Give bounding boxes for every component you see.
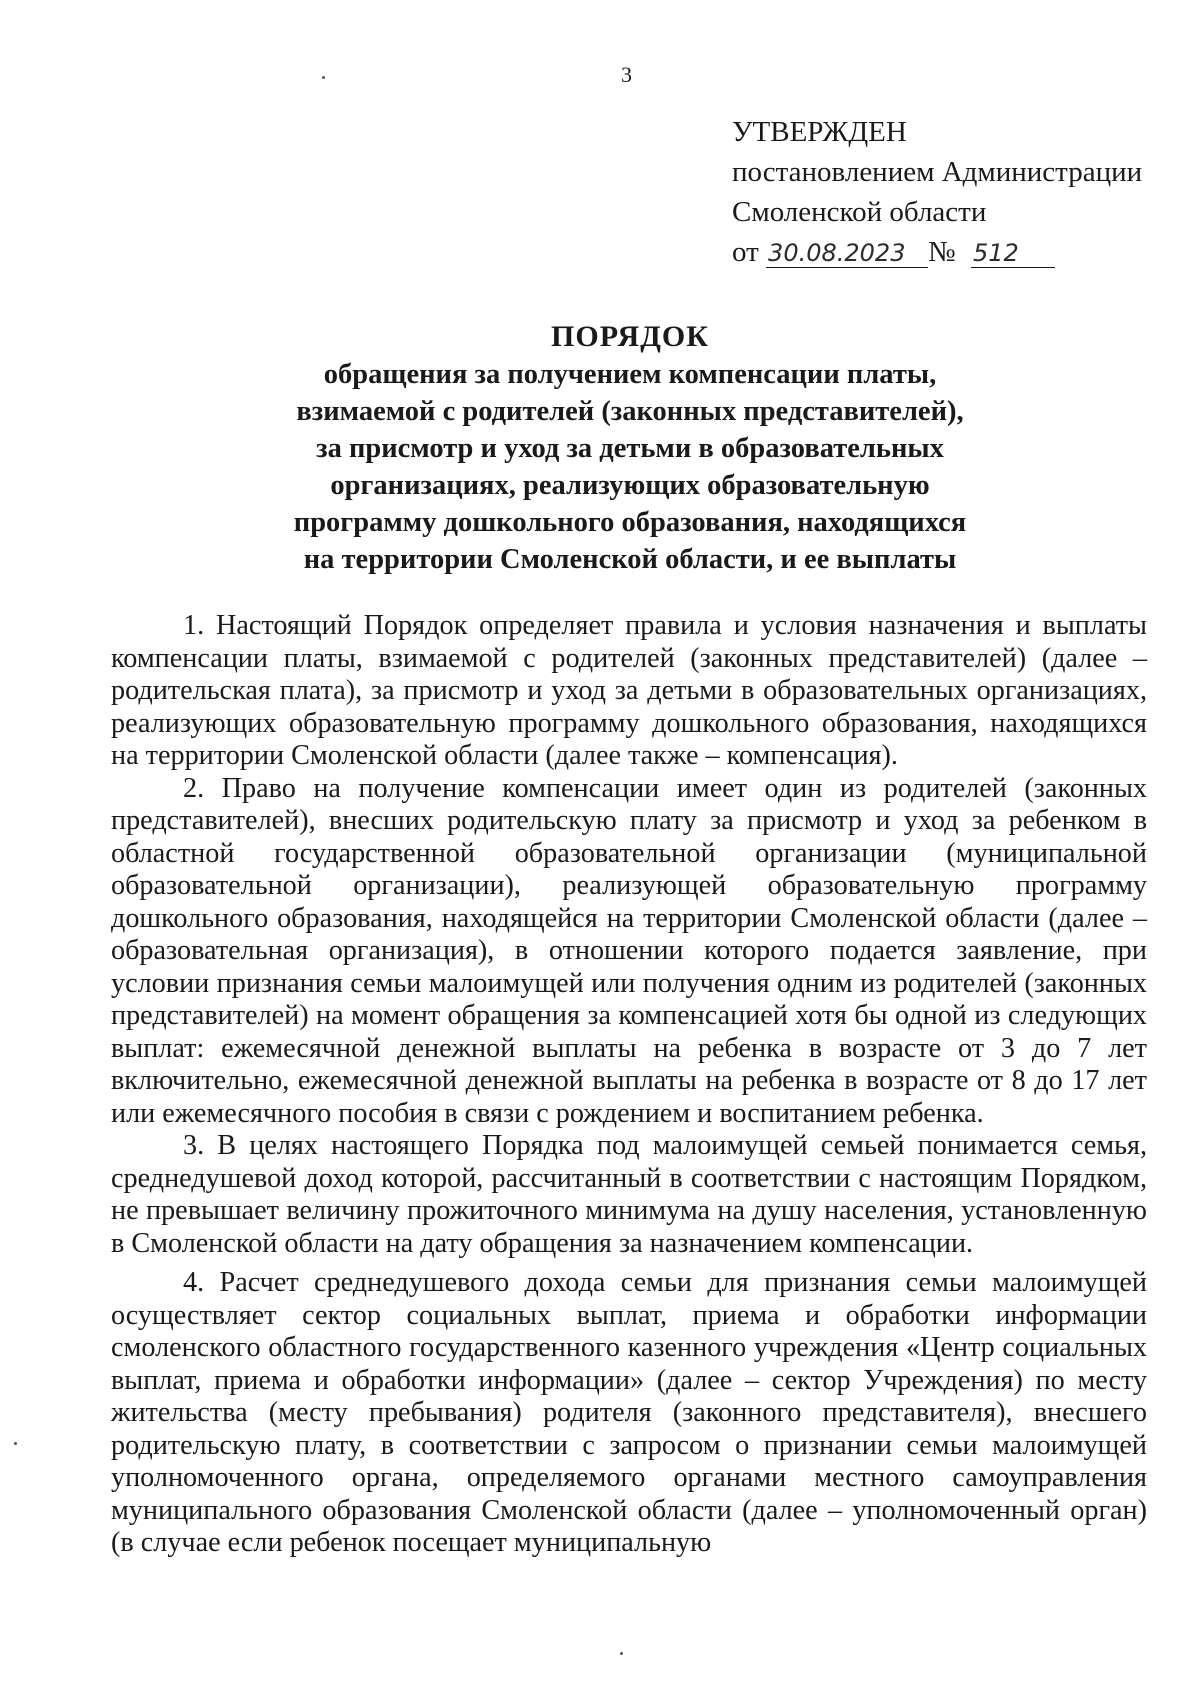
paragraph-1: 1. Настоящий Порядок определяет правила и условия назначения и выплаты компенсации платы, взимаемой с родителей (законных представителей) (далее – родительская плата), за присмотр и уход за детьми в образовательных организациях, реализующих образовательную программу дошкольного образования, находящихся на территории Смоленской области (далее также – компенсация). (111, 610, 1147, 771)
paragraph-2: 2. Право на получение компенсации имеет один из родителей (законных представителей), внесших родительскую плату за присмотр и уход за ребенком в областной государственной образовательной организации (муниципальной образовательной организации), реализующей образовательную программу дошкольного образования, находящейся на территории Смоленской области (далее – образовательная организация), в отношении которого подается заявление, при условии признания семьи малоимущей или получения одним из родителей (законных представителей) на момент обращения за компенсацией хотя бы одной из следующих выплат: ежемесячной денежной выплаты на ребенка в возрасте от 3 до 7 лет включительно, ежемесячной денежной выплаты на ребенка в возрасте от 8 до 17 лет или ежемесячного пособия в связи с рождением и воспитанием ребенка. (111, 772, 1147, 1129)
approval-by-line-2: Смоленской области (732, 196, 987, 228)
scan-speck (322, 76, 325, 79)
document-body (111, 610, 1147, 1560)
document-subtitle-line: за присмотр и уход за детьми в образовательных (316, 433, 944, 464)
scan-speck (14, 1442, 17, 1445)
approval-date-prefix: от (732, 236, 759, 268)
document-subtitle-line: программу дошкольного образования, находящихся (293, 507, 967, 538)
paragraph-4: 4. Расчет среднедушевого дохода семьи для признания семьи малоимущей осуществляет сектор социальных выплат, приема и обработки информации смоленского областного государственного казенного учреждения «Центр социальных выплат, приема и обработки информации» (далее – сектор Учреждения) по месту жительства (месту пребывания) родителя (законного представителя), внесшего родительскую плату, в соответствии с запросом о признании семьи малоимущей уполномоченного органа, определяемого органами местного самоуправления муниципального образования Смоленской области (далее – уполномоченный орган) (в случае если ребенок посещает муниципальную (111, 1267, 1147, 1558)
approval-stamp-block (732, 112, 1172, 272)
scan-speck (620, 1652, 623, 1655)
approval-date-line (732, 232, 1172, 272)
document-subtitle-line: на территории Смоленской области, и ее выплаты (303, 544, 957, 575)
document-subtitle-line: обращения за получением компенсации платы, (323, 359, 937, 390)
document-title: ПОРЯДОК (551, 320, 709, 353)
approval-date-handwritten: 30.08.2023 (766, 239, 928, 268)
page-number: 3 (621, 62, 632, 87)
document-title-block (250, 318, 1010, 578)
approval-status: УТВЕРЖДЕН (732, 116, 907, 148)
approval-number-sign: № (928, 236, 956, 268)
approval-by-line-1: постановлением Администрации (732, 156, 1143, 188)
paragraph-3: 3. В целях настоящего Порядка под малоимущей семьей понимается семья, среднедушевой доход которой, рассчитанный в соответствии с настоящим Порядком, не превышает величину прожиточного минимума на душу населения, установленную в Смоленской области на дату обращения за назначением компенсации. (111, 1130, 1147, 1259)
approval-number-handwritten: 512 (971, 239, 1055, 268)
document-subtitle-line: взимаемой с родителей (законных представителей), (296, 396, 964, 427)
document-subtitle-line: организациях, реализующих образовательную (330, 470, 930, 501)
